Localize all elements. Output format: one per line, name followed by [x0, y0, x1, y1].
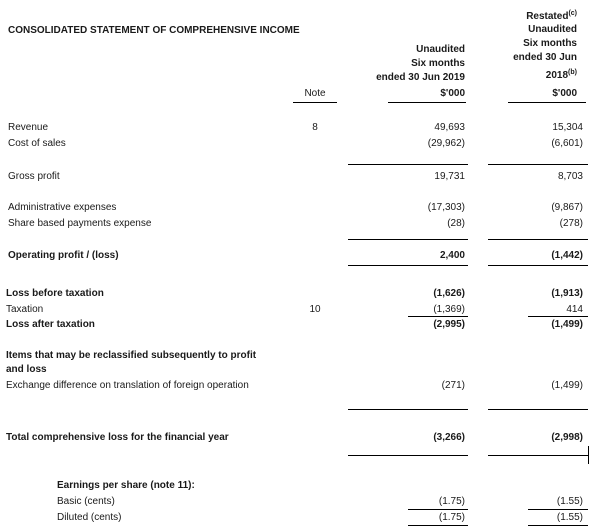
prior-col-header-line3: Six months — [523, 38, 577, 49]
revenue-prior: 15,304 — [552, 122, 583, 133]
cost-of-sales-prior: (6,601) — [551, 138, 583, 149]
total-top-rule-current — [348, 409, 468, 410]
operating-profit-label: Operating profit / (loss) — [8, 250, 119, 261]
prior-col-header-line4: ended 30 Jun — [513, 52, 577, 63]
prior-col-header-line5: 2018$^{(b)}$ — [545, 69, 577, 81]
statement-title: CONSOLIDATED STATEMENT OF COMPREHENSIVE INCOME — [8, 25, 300, 36]
basic-eps-label: Basic (cents) — [57, 496, 115, 507]
loss-after-tax-current: (2,995) — [433, 319, 465, 330]
gross-profit-current: 19,731 — [434, 171, 465, 182]
note-header-rule — [293, 102, 337, 103]
prior-col-header-line1: Restated$^{(c)}$ — [526, 10, 577, 22]
loss-before-tax-prior: (1,913) — [551, 288, 583, 299]
total-comprehensive-loss-current: (3,266) — [433, 432, 465, 443]
operating-profit-prior: (1,442) — [551, 250, 583, 261]
share-based-label: Share based payments expense — [8, 218, 152, 229]
operating-profit-current: 2,400 — [439, 250, 465, 261]
loss-before-tax-label: Loss before taxation — [6, 288, 104, 299]
basic-eps-current: (1.75) — [438, 496, 465, 507]
taxation-note: 10 — [309, 304, 321, 315]
eps-basic-rule-prior — [528, 509, 588, 510]
prior-col-header-line2: Unaudited — [528, 24, 577, 35]
prior-col-unit: $'000 — [552, 88, 577, 99]
eps-basic-rule-current — [408, 509, 468, 510]
diluted-eps-current: (1.75) — [438, 512, 465, 523]
loss-before-tax-current: (1,626) — [433, 288, 465, 299]
operating-bottom-rule-current — [348, 265, 468, 266]
current-col-header-line2: Six months — [411, 58, 465, 69]
loss-after-tax-top-rule-current — [408, 316, 468, 317]
eps-diluted-rule-prior — [528, 525, 588, 526]
operating-top-rule-current — [348, 239, 468, 240]
diluted-eps-prior: (1.55) — [556, 512, 583, 523]
loss-after-tax-prior: (1,499) — [551, 319, 583, 330]
current-header-rule — [388, 102, 466, 103]
share-based-prior: (278) — [559, 218, 583, 229]
current-col-header-line1: Unaudited — [416, 44, 465, 55]
cost-of-sales-label: Cost of sales — [8, 138, 66, 149]
current-col-header-line3: ended 30 Jun 2019 — [376, 72, 465, 83]
diluted-eps-label: Diluted (cents) — [57, 512, 122, 523]
share-based-current: (28) — [447, 218, 465, 229]
loss-after-tax-top-rule-prior — [528, 316, 588, 317]
operating-bottom-rule-prior — [488, 265, 588, 266]
edge-tick-mark — [588, 446, 589, 464]
exchange-difference-current: (271) — [441, 380, 465, 391]
total-bottom-rule-current — [348, 455, 468, 456]
note-col-header: Note — [304, 88, 326, 99]
items-reclassified-heading-line1: Items that may be reclassified subsequently to profit — [6, 350, 257, 361]
operating-top-rule-prior — [488, 239, 588, 240]
total-comprehensive-loss-prior: (2,998) — [551, 432, 583, 443]
gross-profit-top-rule-current — [348, 164, 468, 165]
taxation-current: (1,369) — [433, 304, 465, 315]
admin-expenses-prior: (9,867) — [551, 202, 583, 213]
prior-header-rule — [508, 102, 586, 103]
gross-profit-prior: 8,703 — [557, 171, 583, 182]
eps-diluted-rule-current — [408, 525, 468, 526]
admin-expenses-current: (17,303) — [427, 202, 465, 213]
admin-expenses-label: Administrative expenses — [8, 202, 117, 213]
total-top-rule-prior — [488, 409, 588, 410]
basic-eps-prior: (1.55) — [556, 496, 583, 507]
total-comprehensive-loss-label: Total comprehensive loss for the financial year — [6, 432, 229, 443]
taxation-prior: 414 — [566, 304, 583, 315]
cost-of-sales-current: (29,962) — [427, 138, 465, 149]
taxation-label: Taxation — [6, 304, 44, 315]
current-col-unit: $'000 — [440, 88, 465, 99]
items-reclassified-heading-line2: and loss — [6, 364, 47, 375]
revenue-label: Revenue — [8, 122, 49, 133]
gross-profit-label: Gross profit — [8, 171, 60, 182]
revenue-note: 8 — [312, 122, 318, 133]
exchange-difference-prior: (1,499) — [551, 380, 583, 391]
exchange-difference-label: Exchange difference on translation of foreign operation — [6, 380, 249, 391]
loss-after-tax-label: Loss after taxation — [6, 319, 95, 330]
total-bottom-rule-prior — [488, 455, 588, 456]
gross-profit-top-rule-prior — [488, 164, 588, 165]
revenue-current: 49,693 — [434, 122, 465, 133]
eps-heading: Earnings per share (note 11): — [57, 480, 195, 491]
